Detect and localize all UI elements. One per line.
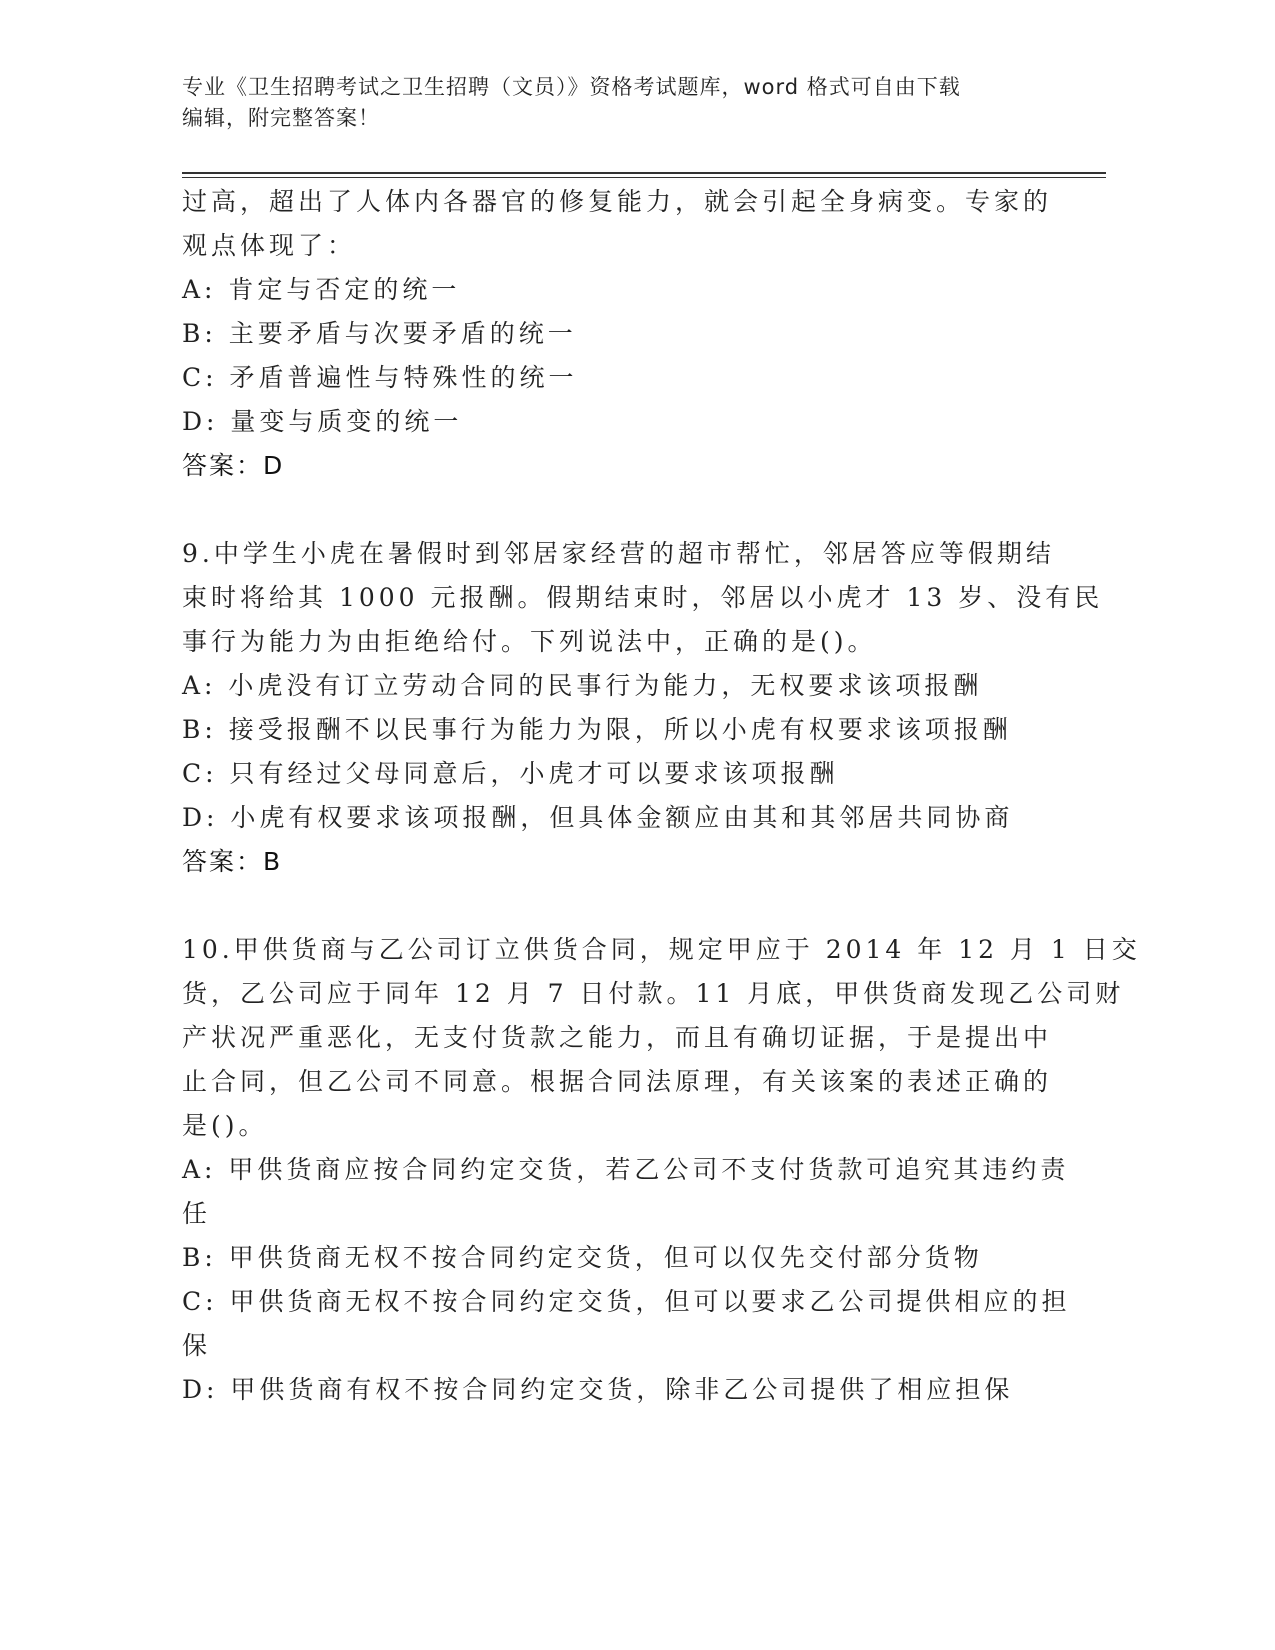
question-10-stem-line-5: 是()。 xyxy=(182,1111,268,1140)
question-8 xyxy=(182,180,1062,488)
question-10-option-a-line-1: A: 甲供货商应按合同约定交货，若乙公司不支付货款可追究其违约责 xyxy=(182,1155,1070,1184)
question-8-stem-line-1: 过高，超出了人体内各器官的修复能力，就会引起全身病变。专家的 xyxy=(182,187,1053,216)
question-9-stem-line-3: 事行为能力为由拒绝给付。下列说法中，正确的是()。 xyxy=(182,627,877,656)
question-9-option-c: C: 只有经过父母同意后，小虎才可以要求该项报酬 xyxy=(182,759,839,788)
question-10-stem-line-2: 货，乙公司应于同年 12 月 7 日付款。11 月底，甲供货商发现乙公司财 xyxy=(182,979,1125,1008)
question-10-option-c-line-1: C: 甲供货商无权不按合同约定交货，但可以要求乙公司提供相应的担 xyxy=(182,1287,1071,1316)
question-9-option-a: A: 小虎没有订立劳动合同的民事行为能力，无权要求该项报酬 xyxy=(182,671,983,700)
question-9-stem-line-2: 束时将给其 1000 元报酬。假期结束时，邻居以小虎才 13 岁、没有民 xyxy=(182,583,1104,612)
header-title-line-2: 编辑，附完整答案！ xyxy=(182,106,380,130)
question-8-option-b: B: 主要矛盾与次要矛盾的统一 xyxy=(182,319,577,348)
question-10-stem-line-4: 止合同，但乙公司不同意。根据合同法原理，有关该案的表述正确的 xyxy=(182,1067,1053,1096)
question-8-option-a: A: 肯定与否定的统一 xyxy=(182,275,461,304)
document-header xyxy=(182,72,1062,134)
question-8-option-d: D: 量变与质变的统一 xyxy=(182,407,463,436)
question-9-stem-line-1: 9.中学生小虎在暑假时到邻居家经营的超市帮忙，邻居答应等假期结 xyxy=(182,539,1055,568)
question-9-answer: 答案：B xyxy=(182,847,283,876)
question-9-option-b: B: 接受报酬不以民事行为能力为限，所以小虎有权要求该项报酬 xyxy=(182,715,1012,744)
question-9 xyxy=(182,532,1104,884)
header-title-line-1: 专业《卫生招聘考试之卫生招聘（文员）》资格考试题库，word 格式可自由下载 xyxy=(182,75,961,99)
question-9-option-d: D: 小虎有权要求该项报酬，但具体金额应由其和其邻居共同协商 xyxy=(182,803,1014,832)
question-10-option-c-line-2: 保 xyxy=(182,1331,212,1360)
header-divider xyxy=(182,172,1106,178)
spacer xyxy=(182,884,1062,928)
document-body xyxy=(182,180,1141,1412)
question-10-option-b: B: 甲供货商无权不按合同约定交货，但可以仅先交付部分货物 xyxy=(182,1243,983,1272)
question-10 xyxy=(182,928,1141,1412)
question-10-option-a-line-2: 任 xyxy=(182,1199,212,1228)
question-8-option-c: C: 矛盾普遍性与特殊性的统一 xyxy=(182,363,578,392)
question-8-stem-line-2: 观点体现了： xyxy=(182,231,357,260)
question-10-stem-line-3: 产状况严重恶化，无支付货款之能力，而且有确切证据，于是提出中 xyxy=(182,1023,1053,1052)
question-8-answer: 答案：D xyxy=(182,451,285,480)
question-10-option-d: D: 甲供货商有权不按合同约定交货，除非乙公司提供了相应担保 xyxy=(182,1375,1014,1404)
question-10-stem-line-1: 10.甲供货商与乙公司订立供货合同，规定甲应于 2014 年 12 月 1 日交 xyxy=(182,935,1141,964)
spacer xyxy=(182,488,1062,532)
